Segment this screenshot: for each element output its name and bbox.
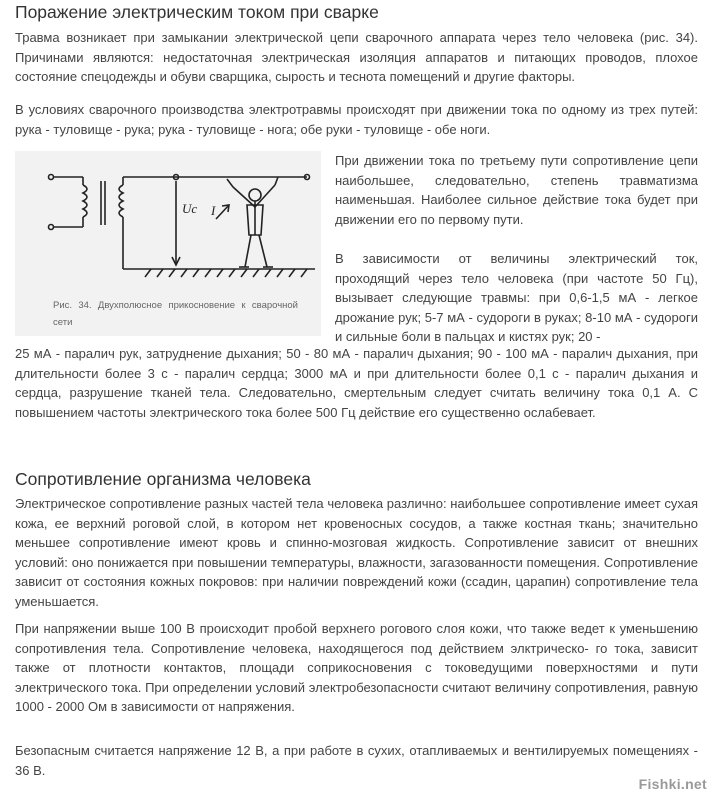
figure-caption: Рис. 34. Двухполюсное прикосновение к сварочной сети	[53, 300, 298, 328]
voltage-label: Uc	[182, 201, 198, 216]
current-label: I	[211, 203, 216, 218]
figure-two-pole-contact	[15, 151, 321, 336]
section-title-body-resistance: Сопротивление организма человека	[15, 469, 311, 489]
paragraph-current-effects-continued: 25 мА - паралич рук, затруднение дыхания; 50 - 80 мА - паралич дыхания; 90 - 100 мА - паралич дыхания, при длительности более 3 с - паралич сердца; 3000 мА и при длительности более 0,1 с - паралич дыхания и сердца, разрушение тканей тела. Следовательно, смертельным следует считать величину тока 0,1 А. С повышением частоты электрического тока более 500 Гц действие его существенно ослабевает.	[15, 346, 698, 420]
paragraph-current-effects: В зависимости от величины электрический ток, проходящий через тело человека (при частоте 50 Гц), вызывает следующие травмы: при 0,6-1,5 мА - легкое дрожание рук; 5-7 мА - судороги в руках; 8-10 мА - судороги и сильные боли в пальцах и кистях рук; 20 -	[335, 250, 698, 345]
paragraph-resistance-parts: Электрическое сопротивление разных частей тела человека различно: наибольшее сопротивление имеет сухая кожа, ее верхний роговой слой, в котором нет кровеносных сосудов, а также костная ткань; значительно меньшее сопротивление имеют кровь и спинно-мозговая жидкость. Сопротивление зависит от внешних условий: оно понижается при повышении температуры, влажности, загазованности помещения. Сопротивление зависит от состояния кожных покровов: при наличии повреждений кожи (ссадин, царапин) сопротивление тела уменьшается.	[15, 496, 698, 609]
welding-circuit-diagram	[21, 157, 315, 287]
figure-side-text	[335, 151, 698, 367]
paragraph-resistance-voltage: При напряжении выше 100 В происходит пробой верхнего рогового слоя кожи, что также ведет к уменьшению сопротивления тела. Сопротивление человека, находящегося под действием элктрическо- го тока, зависит также от плотности контактов, площади соприкосновения с токоведущими поверхностями и пути электрического тока. При определении условий электробезопасности считают величину сопротивления, равную 1000 - 2000 Ом в зависимости от напряжения.	[15, 621, 698, 715]
paragraph-third-path: При движении тока по третьему пути сопротивление цепи наибольшее, следовательно, степень травматизма наименьшая. Наиболее сильное действие тока будет при движении его по первому пути.	[335, 153, 698, 227]
paragraph-current-paths: В условиях сварочного производства электротравмы происходят при движении тока по одному из трех путей: рука - туловище - рука; рука - туловище - нога; обе руки - туловище - обе ноги.	[15, 102, 698, 137]
section-title-welding-shock: Поражение электрическим током при сварке	[15, 2, 379, 22]
paragraph-intro: Травма возникает при замыкании электрической цепи сварочного аппарата через тело человека (рис. 34). Причинами являются: недостаточная электрическая изоляция аппаратов и питающих проводов, плохое состояние спецодежды и обуви сварщика, сырость и теснота помещений и другие факторы.	[15, 30, 698, 85]
watermark-logo: Fishki.net	[638, 776, 707, 792]
paragraph-safe-voltage: Безопасным считается напряжение 12 В, а при работе в сухих, отапливаемых и вентилируемых помещениях - 36 В.	[15, 743, 698, 778]
